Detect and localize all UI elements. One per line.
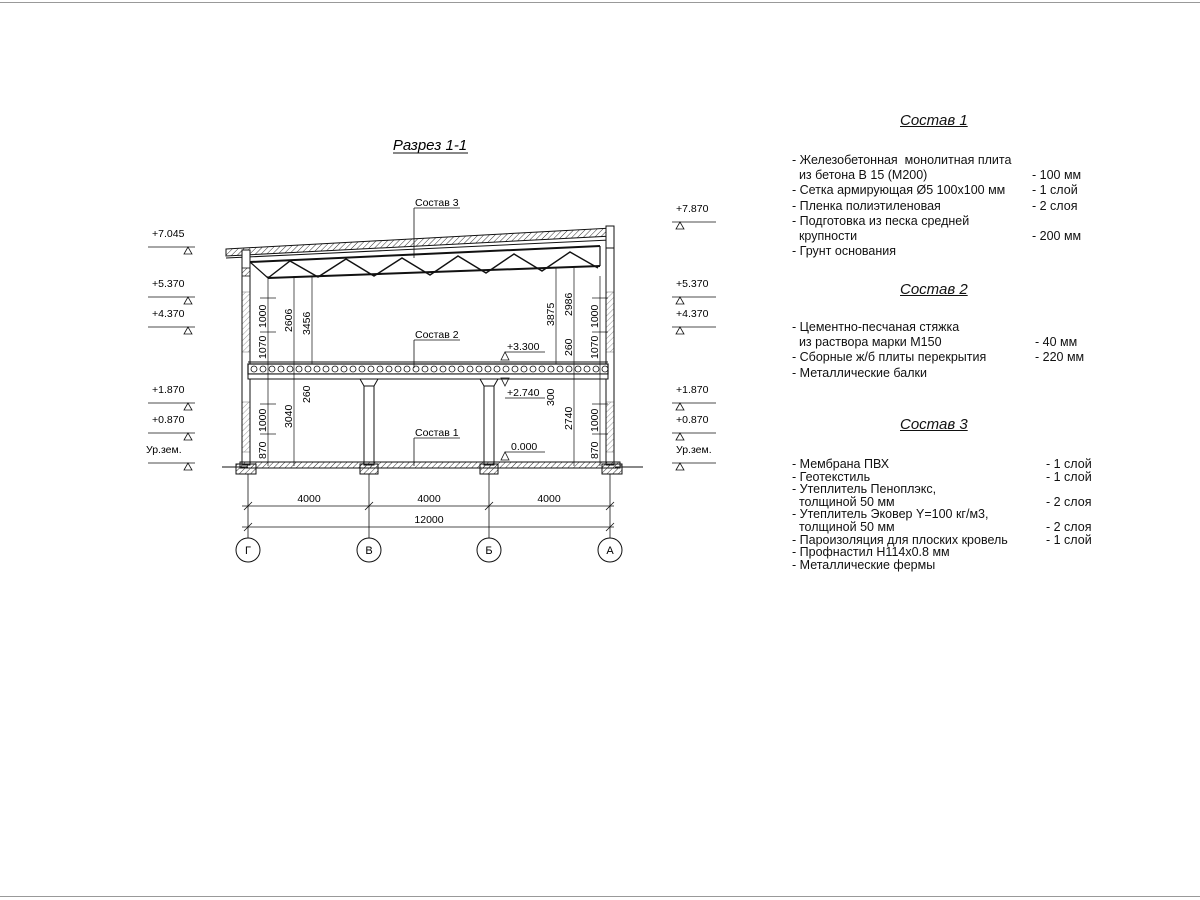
axis-bubbles <box>236 538 622 562</box>
axis-label-g: Г <box>245 545 251 557</box>
elev-left-4: +0.870 <box>152 414 185 426</box>
composition-layer: - Грунт основания <box>792 244 897 259</box>
composition-layer: - Мембрана ПВХ <box>792 457 890 471</box>
composition-layer-value: - 2 слоя <box>1046 520 1092 534</box>
composition-layer: крупности <box>792 229 858 243</box>
dim-right-2986: 2986 <box>563 292 575 316</box>
level-plus-2740: +2.740 <box>507 387 540 399</box>
composition-layer: - Пароизоляция для плоских кровель <box>792 532 1008 547</box>
dim-left-1000-lower: 1000 <box>257 408 269 432</box>
elevation-triangle <box>676 297 684 304</box>
roof-parapet <box>606 226 614 248</box>
dim-span-2: 4000 <box>417 493 441 505</box>
dim-right-2740: 2740 <box>563 406 575 430</box>
elevation-triangle <box>676 222 684 229</box>
dim-right-1000-lower: 1000 <box>589 408 601 432</box>
composition-layer: из раствора марки М150 <box>792 335 942 350</box>
dim-span-3: 4000 <box>537 493 561 505</box>
dim-left-870: 870 <box>257 441 269 459</box>
wall-right <box>606 248 614 465</box>
elevation-triangle <box>184 433 192 440</box>
dim-left-260: 260 <box>301 385 313 403</box>
composition-layer: - Пленка полиэтиленовая <box>792 198 941 213</box>
elev-right-2: +4.370 <box>676 308 709 320</box>
elevation-triangle <box>184 247 192 254</box>
composition-layer: - Сетка армирующая Ø5 100х100 мм <box>792 183 1006 198</box>
composition-layer-value: - 1 слой <box>1032 183 1078 198</box>
elevation-triangle <box>676 463 684 470</box>
composition-layer: - Утеплитель Эковер Y=100 кг/м3, <box>792 507 989 522</box>
composition-layer: - Профнастил Н114х0.8 мм <box>792 545 950 560</box>
elev-right-1: +5.370 <box>676 278 709 290</box>
elev-right-5: Ур.зем. <box>676 444 712 456</box>
elevation-triangle <box>184 403 192 410</box>
dim-right-1070: 1070 <box>589 335 601 359</box>
dim-left-2606: 2606 <box>283 308 295 332</box>
dim-total: 12000 <box>414 514 444 526</box>
composition-layer: - Металлические фермы <box>792 557 936 572</box>
elevation-triangle <box>184 297 192 304</box>
level-plus-3300: +3.300 <box>507 341 540 353</box>
composition-layer: толщиной 50 мм <box>792 520 895 534</box>
composition-layer: - Подготовка из песка средней <box>792 213 970 228</box>
composition-layer-value: - 40 мм <box>1035 335 1078 350</box>
elevation-triangle <box>676 433 684 440</box>
roof-slab <box>226 228 612 256</box>
dim-right-1000-upper: 1000 <box>589 304 601 328</box>
elev-left-3: +1.870 <box>152 384 185 396</box>
elev-left-5: Ур.зем. <box>146 444 182 456</box>
dim-left-3040: 3040 <box>283 404 295 428</box>
elevation-triangle <box>676 403 684 410</box>
composition-layer: толщиной 50 мм <box>792 494 895 509</box>
composition-layer: - Железобетонная монолитная плита <box>792 153 1012 167</box>
composition-layer: - Цементно-песчаная стяжка <box>792 320 960 334</box>
section-title: Разрез 1-1 <box>392 137 468 154</box>
composition-layer-value: - 200 мм <box>1032 229 1082 243</box>
composition-layer: из бетона В 15 (М200) <box>792 168 928 183</box>
composition-layer-value: - 1 слой <box>1046 532 1092 547</box>
composition-title: Состав 1 <box>900 112 968 129</box>
composition-title: Состав 2 <box>900 281 968 298</box>
wall-left <box>242 250 250 465</box>
elevation-triangle <box>184 327 192 334</box>
elevation-triangle <box>184 463 192 470</box>
composition-layer: - Геотекстиль <box>792 469 871 484</box>
elev-right-0: +7.870 <box>676 203 709 215</box>
composition-layer-value: - 2 слоя <box>1046 494 1092 509</box>
axis-label-a: А <box>606 545 614 557</box>
level-zero: 0.000 <box>511 441 538 453</box>
composition-layer-value: - 220 мм <box>1035 350 1085 365</box>
composition-layer: - Металлические балки <box>792 365 927 380</box>
elev-left-0: +7.045 <box>152 228 185 240</box>
elev-left-2: +4.370 <box>152 308 185 320</box>
dim-span-1: 4000 <box>297 493 321 505</box>
label-sostav-2: Состав 2 <box>415 329 459 341</box>
elev-left-1: +5.370 <box>152 278 185 290</box>
composition-layer: - Утеплитель Пеноплэкс, <box>792 482 937 497</box>
dim-horizontal <box>242 474 614 540</box>
dim-right-300: 300 <box>545 388 557 406</box>
elev-right-4: +0.870 <box>676 414 709 426</box>
compositions-panel <box>792 0 1192 900</box>
dim-left-1070: 1070 <box>257 335 269 359</box>
composition-title: Состав 3 <box>900 416 968 433</box>
label-sostav-1: Состав 1 <box>415 427 459 439</box>
composition-layer-value: - 1 слой <box>1046 469 1092 484</box>
elevation-triangle <box>676 327 684 334</box>
composition-layer-value: - 100 мм <box>1032 168 1082 183</box>
composition-layer-value: - 2 слоя <box>1032 198 1078 213</box>
elev-right-3: +1.870 <box>676 384 709 396</box>
label-sostav-3: Состав 3 <box>415 197 459 209</box>
dim-left-3456: 3456 <box>301 311 313 335</box>
composition-layer-value: - 1 слой <box>1046 457 1092 471</box>
composition-layer: - Сборные ж/б плиты перекрытия <box>792 350 987 365</box>
dim-right-3875: 3875 <box>545 302 557 326</box>
axis-label-v: В <box>365 545 373 557</box>
dim-left-1000-upper: 1000 <box>257 304 269 328</box>
dim-right-870: 870 <box>589 441 601 459</box>
axis-label-b: Б <box>485 545 493 557</box>
dim-right-260: 260 <box>563 338 575 356</box>
